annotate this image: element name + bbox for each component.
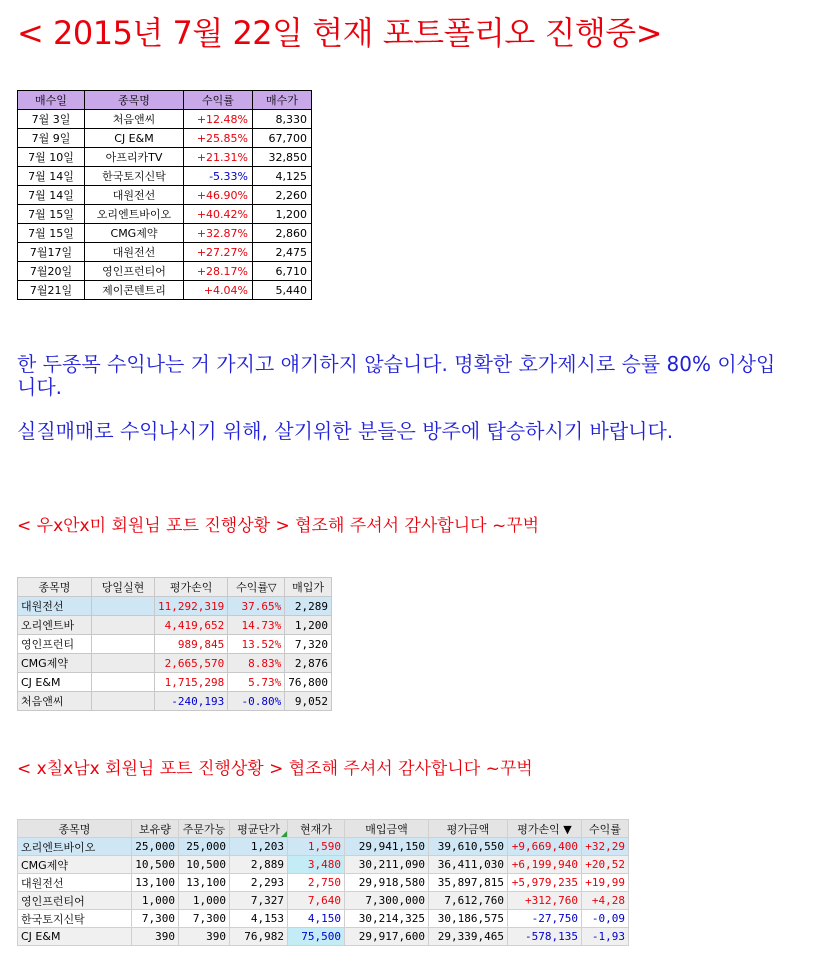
table-row[interactable] <box>18 910 629 928</box>
buy-price-cell: 2,260 <box>253 186 312 205</box>
eval-amount-cell: 39,610,550 <box>429 838 508 856</box>
member2-account-table <box>17 819 629 946</box>
table-row <box>18 262 312 281</box>
return-cell: -0.80% <box>228 692 285 711</box>
realized-today-cell <box>92 616 155 635</box>
realized-today-cell <box>92 597 155 616</box>
intro-paragraph-1: 한 두종목 수익나는 거 가지고 얘기하지 않습니다. 명확한 호가제시로 승률 80% 이상입니다. <box>17 352 776 399</box>
stock-name-cell: 처음앤씨 <box>85 110 184 129</box>
return-cell: +27.27% <box>184 243 253 262</box>
stock-name-cell: 영인프런티어 <box>18 892 132 910</box>
portfolio-table <box>17 90 312 300</box>
col-header: 종목명 <box>18 578 92 597</box>
table-row[interactable] <box>18 692 332 711</box>
stock-name-cell: CMG제약 <box>85 224 184 243</box>
buy-price-cell: 32,850 <box>253 148 312 167</box>
eval-amount-cell: 29,339,465 <box>429 928 508 946</box>
holding-qty-cell: 10,500 <box>132 856 179 874</box>
stock-name-cell: 처음앤씨 <box>18 692 92 711</box>
col-header: 종목명 <box>85 91 184 110</box>
table-row[interactable] <box>18 616 332 635</box>
col-header: 수익률 <box>184 91 253 110</box>
table-row <box>18 148 312 167</box>
return-cell: 5.73% <box>228 673 285 692</box>
eval-pl-cell: 4,419,652 <box>155 616 228 635</box>
table-row <box>18 243 312 262</box>
return-cell: 14.73% <box>228 616 285 635</box>
eval-pl-cell: +9,669,400 <box>508 838 582 856</box>
col-header: 수익률 <box>582 820 629 838</box>
col-header[interactable]: 수익률▽ <box>228 578 285 597</box>
eval-pl-cell: -27,750 <box>508 910 582 928</box>
return-cell: +32,29 <box>582 838 629 856</box>
current-price-cell: 3,480 <box>288 856 345 874</box>
col-header: 당일실현 <box>92 578 155 597</box>
eval-amount-cell: 30,186,575 <box>429 910 508 928</box>
avg-price-cell: 7,327 <box>230 892 288 910</box>
buy-price-cell: 6,710 <box>253 262 312 281</box>
table-row[interactable] <box>18 635 332 654</box>
table-row[interactable] <box>18 892 629 910</box>
realized-today-cell <box>92 635 155 654</box>
eval-pl-cell: 1,715,298 <box>155 673 228 692</box>
realized-today-cell <box>92 654 155 673</box>
intro-paragraph-2: 실질매매로 수익나시기 위해, 살기위한 분들은 방주에 탑승하시기 바랍니다. <box>17 419 674 443</box>
buy-price-cell: 2,289 <box>285 597 332 616</box>
holding-qty-cell: 390 <box>132 928 179 946</box>
buy-price-cell: 1,200 <box>285 616 332 635</box>
return-cell: +28.17% <box>184 262 253 281</box>
buy-amount-cell: 29,917,600 <box>345 928 429 946</box>
buy-price-cell: 76,800 <box>285 673 332 692</box>
buy-price-cell: 4,125 <box>253 167 312 186</box>
table-row <box>18 205 312 224</box>
stock-name-cell: CJ E&M <box>18 673 92 692</box>
return-cell: +32.87% <box>184 224 253 243</box>
stock-name-cell: 대원전선 <box>85 243 184 262</box>
realized-today-cell <box>92 673 155 692</box>
stock-name-cell: 대원전선 <box>85 186 184 205</box>
member1-account-table <box>17 577 332 711</box>
table-row[interactable] <box>18 838 629 856</box>
table-row[interactable] <box>18 654 332 673</box>
table-row[interactable] <box>18 874 629 892</box>
avg-price-cell: 2,293 <box>230 874 288 892</box>
eval-pl-cell: -578,135 <box>508 928 582 946</box>
table-row[interactable] <box>18 597 332 616</box>
buy-date-cell: 7월 15일 <box>18 205 85 224</box>
eval-pl-cell: +5,979,235 <box>508 874 582 892</box>
buy-date-cell: 7월 14일 <box>18 186 85 205</box>
stock-name-cell: 한국토지신탁 <box>85 167 184 186</box>
col-header: 평가손익 <box>155 578 228 597</box>
buy-amount-cell: 29,941,150 <box>345 838 429 856</box>
avg-price-cell: 4,153 <box>230 910 288 928</box>
current-price-cell: 2,750 <box>288 874 345 892</box>
buy-date-cell: 7월17일 <box>18 243 85 262</box>
return-cell: +46.90% <box>184 186 253 205</box>
realized-today-cell <box>92 692 155 711</box>
member2-heading: < x칠x남x 회원님 포트 진행상황 > 협조해 주셔서 감사합니다 ~꾸벅 <box>17 759 533 779</box>
eval-amount-cell: 7,612,760 <box>429 892 508 910</box>
col-header: 주문가능 <box>179 820 230 838</box>
table-row <box>18 186 312 205</box>
buy-date-cell: 7월21일 <box>18 281 85 300</box>
col-header: 현재가 <box>288 820 345 838</box>
buy-price-cell: 2,860 <box>253 224 312 243</box>
orderable-qty-cell: 25,000 <box>179 838 230 856</box>
table-header-row <box>18 578 332 597</box>
return-cell: -5.33% <box>184 167 253 186</box>
orderable-qty-cell: 1,000 <box>179 892 230 910</box>
buy-price-cell: 2,876 <box>285 654 332 673</box>
stock-name-cell: 한국토지신탁 <box>18 910 132 928</box>
col-header: 매수일 <box>18 91 85 110</box>
table-row <box>18 110 312 129</box>
stock-name-cell: 제이콘텐트리 <box>85 281 184 300</box>
member1-heading: < 우x안x미 회원님 포트 진행상황 > 협조해 주셔서 감사합니다 ~꾸벅 <box>17 516 540 536</box>
eval-amount-cell: 36,411,030 <box>429 856 508 874</box>
col-header: 보유량 <box>132 820 179 838</box>
buy-amount-cell: 29,918,580 <box>345 874 429 892</box>
eval-pl-cell: -240,193 <box>155 692 228 711</box>
table-row[interactable] <box>18 928 629 946</box>
buy-price-cell: 7,320 <box>285 635 332 654</box>
col-header: 평균단가 <box>230 820 288 838</box>
page-headline: < 2015년 7월 22일 현재 포트폴리오 진행중> <box>17 14 663 52</box>
col-header: 매입금액 <box>345 820 429 838</box>
buy-date-cell: 7월 10일 <box>18 148 85 167</box>
buy-amount-cell: 30,211,090 <box>345 856 429 874</box>
stock-name-cell: 대원전선 <box>18 597 92 616</box>
eval-pl-cell: 2,665,570 <box>155 654 228 673</box>
table-header-row <box>18 820 629 838</box>
return-cell: -0,09 <box>582 910 629 928</box>
table-row <box>18 224 312 243</box>
buy-price-cell: 5,440 <box>253 281 312 300</box>
col-header: 평가금액 <box>429 820 508 838</box>
stock-name-cell: 오리엔트바 <box>18 616 92 635</box>
table-row[interactable] <box>18 856 629 874</box>
table-row <box>18 281 312 300</box>
avg-price-cell: 2,889 <box>230 856 288 874</box>
holding-qty-cell: 25,000 <box>132 838 179 856</box>
buy-date-cell: 7월 15일 <box>18 224 85 243</box>
table-row <box>18 129 312 148</box>
buy-date-cell: 7월 14일 <box>18 167 85 186</box>
stock-name-cell: CJ E&M <box>85 129 184 148</box>
orderable-qty-cell: 10,500 <box>179 856 230 874</box>
current-price-cell: 4,150 <box>288 910 345 928</box>
eval-pl-cell: +6,199,940 <box>508 856 582 874</box>
holding-qty-cell: 13,100 <box>132 874 179 892</box>
return-cell: +4.04% <box>184 281 253 300</box>
col-header[interactable]: 평가손익 ▼ <box>508 820 582 838</box>
buy-price-cell: 1,200 <box>253 205 312 224</box>
orderable-qty-cell: 13,100 <box>179 874 230 892</box>
buy-price-cell: 9,052 <box>285 692 332 711</box>
buy-price-cell: 8,330 <box>253 110 312 129</box>
stock-name-cell: CMG제약 <box>18 856 132 874</box>
holding-qty-cell: 7,300 <box>132 910 179 928</box>
buy-amount-cell: 7,300,000 <box>345 892 429 910</box>
return-cell: 8.83% <box>228 654 285 673</box>
stock-name-cell: CJ E&M <box>18 928 132 946</box>
return-cell: 37.65% <box>228 597 285 616</box>
return-cell: +19,99 <box>582 874 629 892</box>
stock-name-cell: 아프리카TV <box>85 148 184 167</box>
stock-name-cell: 영인프런티 <box>18 635 92 654</box>
buy-date-cell: 7월20일 <box>18 262 85 281</box>
return-cell: +20,52 <box>582 856 629 874</box>
col-header: 매입가 <box>285 578 332 597</box>
return-cell: +12.48% <box>184 110 253 129</box>
stock-name-cell: 영인프런티어 <box>85 262 184 281</box>
buy-price-cell: 67,700 <box>253 129 312 148</box>
buy-date-cell: 7월 3일 <box>18 110 85 129</box>
current-price-cell: 75,500 <box>288 928 345 946</box>
return-cell: +25.85% <box>184 129 253 148</box>
buy-amount-cell: 30,214,325 <box>345 910 429 928</box>
avg-price-cell: 1,203 <box>230 838 288 856</box>
table-row[interactable] <box>18 673 332 692</box>
avg-price-cell: 76,982 <box>230 928 288 946</box>
stock-name-cell: CMG제약 <box>18 654 92 673</box>
col-header: 매수가 <box>253 91 312 110</box>
stock-name-cell: 대원전선 <box>18 874 132 892</box>
table-row <box>18 167 312 186</box>
return-cell: +4,28 <box>582 892 629 910</box>
return-cell: +40.42% <box>184 205 253 224</box>
orderable-qty-cell: 7,300 <box>179 910 230 928</box>
eval-pl-cell: 989,845 <box>155 635 228 654</box>
orderable-qty-cell: 390 <box>179 928 230 946</box>
return-cell: +21.31% <box>184 148 253 167</box>
table-header-row <box>18 91 312 110</box>
eval-pl-cell: +312,760 <box>508 892 582 910</box>
return-cell: -1,93 <box>582 928 629 946</box>
current-price-cell: 1,590 <box>288 838 345 856</box>
buy-date-cell: 7월 9일 <box>18 129 85 148</box>
eval-pl-cell: 11,292,319 <box>155 597 228 616</box>
stock-name-cell: 오리엔트바이오 <box>18 838 132 856</box>
return-cell: 13.52% <box>228 635 285 654</box>
buy-price-cell: 2,475 <box>253 243 312 262</box>
holding-qty-cell: 1,000 <box>132 892 179 910</box>
current-price-cell: 7,640 <box>288 892 345 910</box>
eval-amount-cell: 35,897,815 <box>429 874 508 892</box>
col-header: 종목명 <box>18 820 132 838</box>
stock-name-cell: 오리엔트바이오 <box>85 205 184 224</box>
